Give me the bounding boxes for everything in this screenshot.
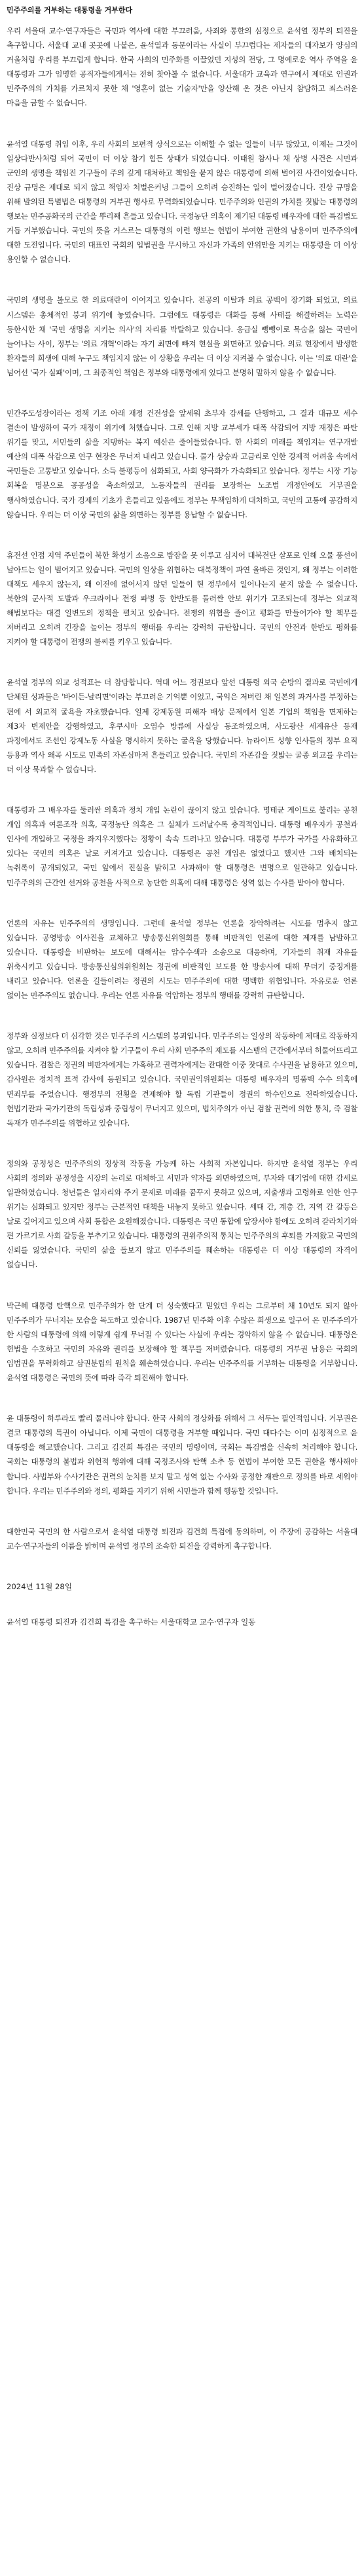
statement-paragraph: 민간주도성장이라는 정책 기조 아래 재정 건전성을 앞세워 초부자 감세를 단행하고, 그 결과 대규모 세수 결손이 발생하여 국가 재정이 위기에 처했습니다. 그로 인해 지방 교부세가 대폭 삭감되어 지방 재정은 파탄 위기를 맞고, 서민들의 삶을 지탱하는 복지 예산은 줄어들었습니다. 한 사회의 미래를 책임지는 연구개발 예산의 대폭 삭감으로 연구 현장은 무너져 내리고 있습니다. 물가 상승과 고금리로 인한 경제적 어려움 속에서 국민들은 고통받고 있습니다. 소득 불평등이 심화되고, 사회 양극화가 가속화되고 있습니다. 정부는 시장 기능 회복을 명분으로 공공성을 축소하였고, 노동자들의 권리를 보장하는 노조법 개정안에도 거부권을 행사하였습니다. 국가 경제의 기초가 흔들리고 있음에도 정부는 무책임하게 대처하고, 국민의 고통에 공감하지 않습니다. 우리는 더 이상 국민의 삶을 외면하는 정부를 용납할 수 없습니다. (7, 408, 357, 519)
statement-date: 2024년 11월 28일 (7, 1581, 72, 1591)
statement-signature: 윤석열 대통령 퇴진과 김건희 특검을 촉구하는 서울대학교 교수·연구자 일동 (7, 1617, 256, 1627)
statement-paragraph: 윤석열 대통령 취임 이후, 우리 사회의 보편적 상식으로는 이해할 수 없는 일들이 너무 많았고, 이제는 그것이 일상다반사처럼 되어 국민이 더 이상 참기 힘든 상태가 되었습니다. 이태원 참사나 채 상병 사건은 시민과 군인의 생명을 책임진 기구들이 주의 깊게 대처하고 책임을 묻지 않은 대통령에 의해 벌어진 사건이었습니다. 진상 규명은 제대로 되지 않고 책임자 처벌은커녕 그들이 오히려 승진하는 일이 벌어졌습니다. 진상 규명을 위해 발의된 특별법은 대통령의 거부권 행사로 무력화되었습니다. 민주주의와 인권의 가치를 짓밟는 대통령의 행보는 민주공화국의 근간을 뿌리째 흔들고 있습니다. 국정농단 의혹이 제기된 대통령 배우자에 대한 특검법도 거듭 거부했습니다. 국민의 뜻을 거스르는 대통령의 이런 행보는 헌법이 부여한 권한의 남용이며 민주주의에 대한 도전입니다. 국민의 대표인 국회의 입법권을 무시하고 자신과 가족의 안위만을 지키는 대통령을 더 이상 용인할 수 없습니다. (7, 139, 357, 265)
statement-paragraph: 정의와 공정성은 민주주의의 정상적 작동을 가능케 하는 사회적 자본입니다. 하지만 윤석열 정부는 우리 사회의 정의와 공정성을 시장의 논리로 대체하고 서민과 약자를 외면하였으며, 부자와 대기업에 대한 감세로 일관하였습니다. 청년들은 일자리와 주거 문제로 미래를 꿈꾸지 못하고 있으며, 저출생과 고령화로 인한 인구 위기는 심화되고 있지만 정부는 근본적인 대책을 내놓지 못하고 있습니다. 세대 간, 계층 간, 지역 간 갈등은 날로 깊어지고 있으며 사회 통합은 요원해졌습니다. 대통령은 국민 통합에 앞장서야 함에도 오히려 갈라치기와 편 가르기로 사회 갈등을 부추기고 있습니다. 대통령의 권위주의적 통치는 민주주의의 후퇴를 가져왔고 국민의 신뢰를 잃었습니다. 국민의 삶을 돌보지 않고 민주주의를 훼손하는 대통령은 더 이상 대통령의 자격이 없습니다. (7, 1158, 357, 1270)
statement-paragraph: 언론의 자유는 민주주의의 생명입니다. 그런데 윤석열 정부는 언론을 장악하려는 시도를 멈추지 않고 있습니다. 공영방송 이사진을 교체하고 방송통신위원회를 통해 비판적인 언론에 대한 제재를 남발하고 있습니다. 대통령을 비판하는 보도에 대해서는 압수수색과 소송으로 대응하며, 기자들의 취재 자유를 위축시키고 있습니다. 방송통신심의위원회는 정권에 비판적인 보도를 한 방송사에 대해 무더기 중징계를 내리고 있습니다. 언론을 길들이려는 정권의 시도는 민주주의에 대한 명백한 위협입니다. 자유로운 언론 없이는 민주주의도 없습니다. 우리는 언론 자유를 억압하는 정부의 행태를 강력히 규탄합니다. (7, 918, 357, 1001)
document-title: 민주주의를 거부하는 대통령을 거부한다 (7, 6, 133, 14)
statement-paragraph: 박근혜 대통령 탄핵으로 민주주의가 한 단계 더 성숙했다고 믿었던 우리는 그로부터 채 10년도 되지 않아 민주주의가 무너지는 모습을 목도하고 있습니다. 1987년 민주화 이후 수많은 희생으로 일구어 온 민주주의가 한 사람의 대통령에 의해 이렇게 쉽게 무너질 수 있다는 사실에 우리는 경악하지 않을 수 없습니다. 대통령은 헌법을 수호하고 국민의 자유와 권리를 보장해야 할 책무를 저버렸습니다. 대통령의 거부권 남용은 국회의 입법권을 무력화하고 삼권분립의 원칙을 훼손하였습니다. 우리는 민주주의를 거부하는 대통령을 거부합니다. 윤석열 대통령은 국민의 뜻에 따라 즉각 퇴진해야 합니다. (7, 1300, 357, 1383)
statement-paragraph: 윤석열 정부의 외교 성적표는 더 참담합니다. 역대 어느 정권보다 앞선 대통령 외국 순방의 결과로 국민에게 단체된 성과물은 '바이든-날리면'이라는 부끄러운 기억뿐 이었고, 국익은 저버린 채 일본의 과거사를 부정하는 편에 서 외교적 굴욕을 자초했습니다. 일제 강제동원 피해자 배상 문제에서 일본 기업의 책임을 면제하는 제3자 변제안을 강행하였고, 후쿠시마 오염수 방류에 사실상 동조하였으며, 사도광산 세계유산 등재 과정에서도 조선인 강제노동 사실을 명시하지 못하는 굴욕을 당했습니다. 뉴라이트 성향 인사들의 정부 요직 등용과 역사 왜곡 시도로 민족의 자존심마저 흔들리고 있습니다. 국민의 자존감을 짓밟는 굴종 외교를 우리는 더 이상 묵과할 수 없습니다. (7, 678, 357, 774)
statement-paragraph: 우리 서울대 교수·연구자들은 국민과 역사에 대한 부끄러움, 사죄와 통한의 심정으로 윤석열 정부의 퇴진을 촉구합니다. 서울대 교내 곳곳에 나붙은, 윤석열과 동문이라는 사실이 부끄럽다는 제자들의 대자보가 양심의 거울처럼 우리를 부끄럽게 합니다. 한국 사회의 민주화를 이끌었던 지성의 전당, 그 명예로운 역사 주역을 윤 대통령과 그가 임명한 공직자들에게서는 전혀 찾아볼 수 없습니다. 서울대가 교육과 연구에서 제대로 인권과 민주주의의 가치를 가르치지 못한 채 '영혼이 없는 기술자'만을 양산해 온 것은 아닌지 참담하고 죄스러운 마음을 금할 수 없습니다. (7, 26, 357, 108)
statement-paragraph: 대통령과 그 배우자를 둘러싼 의혹과 정치 개입 논란이 끊이지 않고 있습니다. 명태균 게이트로 불리는 공천 개입 의혹과 여론조작 의혹, 국정농단 의혹은 그 실체가 드러날수록 충격적입니다. 대통령 배우자가 공천과 인사에 개입하고 국정을 좌지우지했다는 정황이 속속 드러나고 있습니다. 대통령 부부가 국가를 사유화하고 있다는 국민의 의혹은 날로 커져가고 있습니다. 대통령은 공천 개입은 없었다고 했지만 그와 배치되는 녹취록이 공개되었고, 국민 앞에서 진실을 밝히고 사과해야 할 대통령은 변명으로 일관하고 있습니다. 민주주의의 근간인 선거와 공천을 사적으로 농단한 의혹에 대해 대통령은 성역 없는 수사를 받아야 합니다. (7, 805, 357, 887)
statement-paragraph: 대한민국 국민의 한 사람으로서 윤석열 대통령 퇴진과 김건희 특검에 동의하며, 이 주장에 공감하는 서울대 교수·연구자들의 이름을 밝히며 윤석열 정부의 조속한 퇴진을 강력하게 촉구합니다. (7, 1526, 357, 1551)
statement-paragraph: 정부와 실정보다 더 심각한 것은 민주주의 시스템의 붕괴입니다. 민주주의는 일상의 작동하에 제대로 작동하지 않고, 오히려 민주주의를 지켜야 할 기구들이 우리 사회 민주주의 제도를 시스템의 근간에서부터 허물어뜨리고 있습니다. 검찰은 정권의 비판자에게는 가혹하고 권력자에게는 관대한 이중 잣대로 수사권을 남용하고 있으며, 감사원은 정치적 표적 감사에 동원되고 있습니다. 국민권익위원회는 대통령 배우자의 명품백 수수 의혹에 면죄부를 주었습니다. 행정부의 전횡을 견제해야 할 독립 기관들이 정권의 하수인으로 전락하였습니다. 헌법기관과 국가기관의 독립성과 중립성이 무너지고 있으며, 법치주의가 아닌 검찰 권력에 의한 통치, 즉 검찰 독재가 민주주의를 위협하고 있습니다. (7, 1031, 357, 1128)
statement-paragraph: 국민의 생명을 볼모로 한 의료대란이 이어지고 있습니다. 전공의 이탈과 의료 공백이 장기화 되었고, 의료 시스템은 총체적인 붕괴 위기에 놓였습니다. 그럼에도 대통령은 대화를 통해 사태를 해결하려는 노력은 등한시한 채 '국민 생명을 지키는 의사'의 자리를 박탈하고 있습니다. 응급실 뺑뺑이로 목숨을 잃는 국민이 늘어나는 사이, 정부는 '의료 개혁'이라는 자기 최면에 빠져 현실을 외면하고 있습니다. 의료 현장에서 발생한 환자들의 희생에 대해 누구도 책임지지 않는 이 상황을 우리는 더 이상 지켜볼 수 없습니다. 이는 '의료 대란'을 넘어선 '국가 실패'이며, 그 최종적인 책임은 정부와 대통령에게 있다고 분명히 말하지 않을 수 없습니다. (7, 295, 357, 377)
statement-paragraph: 윤 대통령이 하루라도 빨리 물러나야 합니다. 한국 사회의 정상화를 위해서 그 서두는 필연적입니다. 거부권은 결코 대통령의 특권이 아닙니다. 이제 국민이 대통령을 거부할 때입니다. 국민 대다수는 이미 심정적으로 윤 대통령을 해고했습니다. 그리고 김건희 특검은 국민의 명령이며, 국회는 특검법을 신속히 처리해야 합니다. 국회는 대통령의 불법과 위헌적 행위에 대해 국정조사와 탄핵 소추 등 헌법이 부여한 모든 권한을 행사해야 합니다. 사법부와 수사기관은 권력의 눈치를 보지 말고 성역 없는 수사와 공정한 재판으로 정의를 바로 세워야 합니다. 우리는 민주주의와 정의, 평화를 지키기 위해 시민들과 함께 행동할 것입니다. (7, 1414, 357, 1496)
statement-paragraph: 휴전선 인접 지역 주민들이 북한 확성기 소음으로 밤잠을 못 이루고 심지어 대북전단 살포로 인해 오물 풍선이 날아드는 일이 벌어지고 있습니다. 국민의 일상을 위협하는 대북정책이 과연 올바른 것인지, 왜 정부는 이러한 대책도 세우지 않는지, 왜 이전에 없어서지 않던 일들이 현 정부에서 일어나는지 묻지 않을 수 없습니다. 북한의 군사적 도발과 우크라이나 전쟁 파병 등 한반도를 둘러싼 안보 위기가 고조되는데 정부는 외교적 해법보다는 대결 일변도의 정책을 펼치고 있습니다. 전쟁의 위협을 줄이고 평화를 만들어가야 할 책무를 저버리고 오히려 긴장을 높이는 정부의 행태를 우리는 강력히 규탄합니다. 국민의 안전과 한반도 평화를 지켜야 할 대통령이 전쟁의 불씨를 키우고 있습니다. (7, 550, 357, 647)
statement-body (7, 24, 357, 1553)
